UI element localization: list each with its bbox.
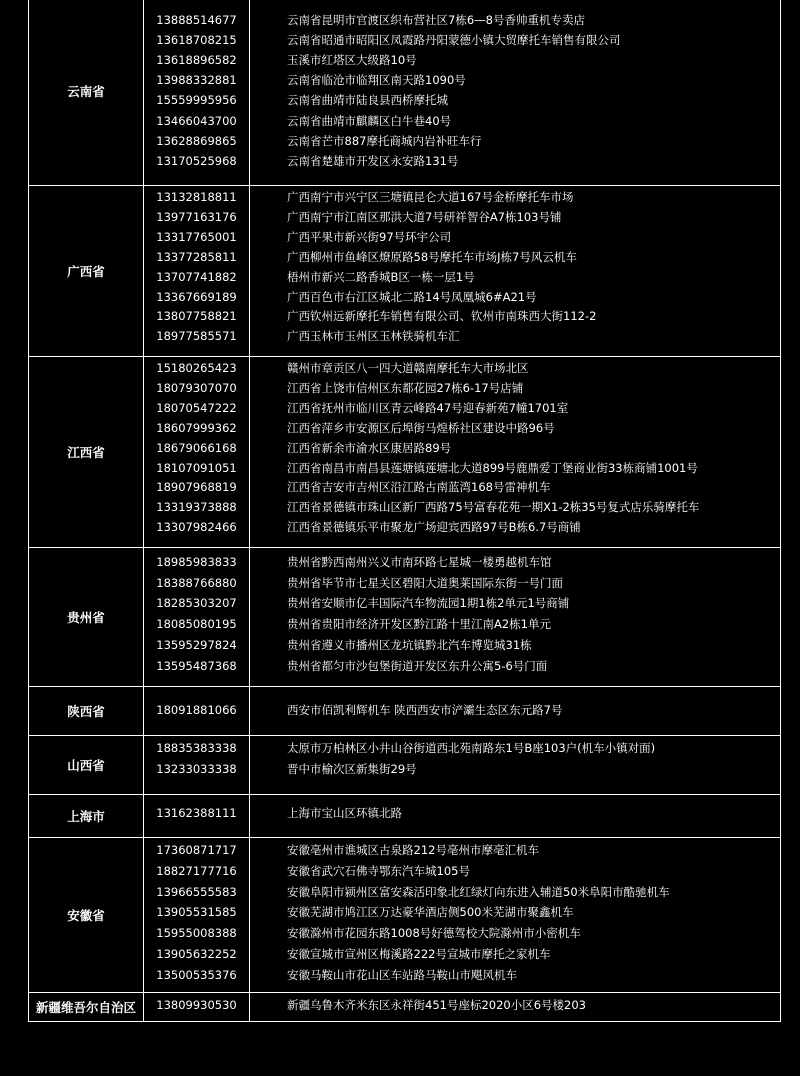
- dealer-address: 广西钦州远新摩托车销售有限公司、钦州市南珠西大街112-2: [287, 309, 597, 324]
- province-section: [28, 794, 781, 838]
- dealer-address: 安徽芜湖市鸠江区万达豪华酒店侧500米芜湖市聚鑫机车: [287, 905, 574, 920]
- province-name: 上海市: [67, 809, 105, 824]
- dealer-address: 安徽亳州市谯城区古泉路212号亳州市摩亳汇机车: [287, 843, 539, 857]
- address-column: [250, 0, 780, 185]
- phone-column: [144, 0, 249, 185]
- dealer-address: 广西南宁市江南区那洪大道7号研祥智谷A7栋103号铺: [287, 209, 562, 224]
- province-name: 广西省: [67, 264, 105, 279]
- phone-number: 13966555583: [156, 884, 237, 899]
- phone-number: 13307982466: [156, 520, 237, 535]
- phone-number: 17360871717: [156, 843, 237, 857]
- phone-number: 18835383338: [156, 741, 237, 755]
- dealer-address: 安徽阜阳市颍州区富安森活印象北红绿灯向东进入辅道50米阜阳市酷驰机车: [287, 884, 670, 899]
- phone-number: 13233033338: [156, 761, 237, 776]
- address-column: [250, 838, 780, 992]
- dealer-address: 玉溪市红塔区大级路10号: [287, 53, 417, 68]
- province-section: [28, 0, 781, 186]
- dealer-address: 晋中市榆次区新集街29号: [287, 761, 417, 776]
- phone-number: 18907968819: [156, 480, 237, 495]
- address-column: [250, 357, 780, 547]
- address-column: [250, 548, 780, 686]
- phone-number: 18285303207: [156, 596, 237, 611]
- dealer-address: 西安市佰凯利辉机车 陕西西安市浐灞生态区东元路7号: [287, 703, 563, 717]
- phone-number: 13809930530: [156, 998, 237, 1012]
- phone-number: 13905531585: [156, 905, 237, 920]
- province-section: [28, 735, 781, 795]
- phone-number: 13988332881: [156, 73, 237, 88]
- phone-number: 13132818811: [156, 190, 237, 204]
- phone-number: 15559995956: [156, 93, 237, 108]
- dealer-address: 广西百色市右江区城北二路14号凤凰城6#A21号: [287, 289, 537, 304]
- province-section: [28, 547, 781, 687]
- phone-number: 15180265423: [156, 361, 237, 375]
- phone-column: [144, 548, 249, 686]
- dealer-address: 云南省楚雄市开发区永安路131号: [287, 153, 459, 168]
- phone-column: [144, 795, 249, 837]
- province-name: 陕西省: [67, 704, 105, 719]
- phone-number: 18977585571: [156, 329, 237, 344]
- dealer-address: 上海市宝山区环镇北路: [287, 806, 402, 820]
- dealer-address: 贵州省贵阳市经济开发区黔江路十里江南A2栋1单元: [287, 617, 551, 632]
- phone-number: 13170525968: [156, 153, 237, 168]
- phone-number: 18985983833: [156, 555, 237, 569]
- province-name: 新疆维吾尔自治区: [35, 1000, 136, 1015]
- dealer-address: 广西平果市新兴街97号环宇公司: [287, 229, 452, 244]
- phone-number: 13595297824: [156, 637, 237, 652]
- phone-column: [144, 357, 249, 547]
- phone-number: 18679066168: [156, 440, 237, 455]
- dealer-address: 赣州市章贡区八一四大道赣南摩托车大市场北区: [287, 361, 529, 375]
- phone-number: 13367669189: [156, 289, 237, 304]
- phone-number: 13595487368: [156, 658, 237, 673]
- phone-number: 13500535376: [156, 967, 237, 982]
- dealer-address: 云南省曲靖市陆良县西桥摩托城: [287, 93, 448, 108]
- phone-number: 13807758821: [156, 309, 237, 324]
- dealer-address: 云南省昆明市官渡区织布营社区7栋6—8号香帅重机专卖店: [287, 13, 585, 27]
- phone-number: 13317765001: [156, 229, 237, 244]
- phone-number: 18388766880: [156, 575, 237, 590]
- address-column: [250, 186, 780, 356]
- phone-number: 18827177716: [156, 863, 237, 878]
- phone-column: [144, 993, 249, 1021]
- dealer-address: 江西省萍乡市安源区后埠街马煌桥社区建设中路96号: [287, 420, 555, 435]
- phone-number: 15955008388: [156, 926, 237, 941]
- phone-column: [144, 736, 249, 794]
- phone-column: [144, 687, 249, 735]
- phone-number: 18085080195: [156, 617, 237, 632]
- dealer-address: 江西省吉安市吉州区沿江路古南蓝湾168号雷神机车: [287, 480, 551, 495]
- dealer-address: 贵州省毕节市七星关区碧阳大道奥莱国际东街一号门面: [287, 575, 563, 590]
- phone-number: 13319373888: [156, 500, 237, 515]
- address-column: [250, 736, 780, 794]
- dealer-address: 广西柳州市鱼峰区燎原路58号摩托车市场J栋7号风云机车: [287, 249, 577, 264]
- phone-number: 13977163176: [156, 209, 237, 224]
- dealer-address: 贵州省都匀市沙包堡街道开发区东升公寓5-6号门面: [287, 658, 548, 673]
- phone-number: 13162388111: [156, 806, 237, 820]
- address-column: [250, 687, 780, 735]
- phone-column: [144, 838, 249, 992]
- phone-number: 13628869865: [156, 133, 237, 148]
- dealer-address: 梧州市新兴二路香城B区一栋一层1号: [287, 269, 475, 284]
- dealer-address: 江西省抚州市临川区青云峰路47号迎春新苑7幢1701室: [287, 400, 569, 415]
- phone-number: 18107091051: [156, 460, 237, 475]
- phone-number: 13618896582: [156, 53, 237, 68]
- phone-number: 13707741882: [156, 269, 237, 284]
- dealer-address: 贵州省遵义市播州区龙坑镇黔北汽车博览城31栋: [287, 637, 532, 652]
- province-name: 安徽省: [67, 908, 105, 923]
- province-name: 云南省: [67, 84, 105, 99]
- phone-number: 13377285811: [156, 249, 237, 264]
- dealer-address: 太原市万柏林区小井山谷街道西北苑南路东1号B座103户(机车小镇对面): [287, 741, 656, 755]
- dealer-address: 新疆乌鲁木齐米东区永祥街451号座标2020小区6号楼203: [287, 998, 586, 1012]
- dealer-address: 广西南宁市兴宁区三塘镇昆仑大道167号金桥摩托车市场: [287, 190, 574, 204]
- dealer-address: 江西省景德镇市珠山区新厂西路75号富春花苑一期X1-2栋35号复式店乐骑摩托车: [287, 500, 700, 515]
- province-name: 山西省: [67, 758, 105, 773]
- dealer-address: 江西省新余市渝水区康居路89号: [287, 440, 452, 455]
- phone-number: 18070547222: [156, 400, 237, 415]
- phone-column: [144, 186, 249, 356]
- dealer-address: 江西省上饶市信州区东都花园27栋6-17号店铺: [287, 380, 524, 395]
- phone-number: 18091881066: [156, 703, 237, 717]
- province-section: [28, 356, 781, 548]
- province-section: [28, 185, 781, 357]
- dealer-address: 云南省临沧市临翔区南天路1090号: [287, 73, 466, 88]
- dealer-address: 云南省曲靖市麒麟区白牛巷40号: [287, 113, 452, 128]
- dealer-address: 江西省南昌市南昌县莲塘镇莲塘北大道899号鹿鼎爱丁堡商业街33栋商铺1001号: [287, 460, 698, 475]
- dealer-address: 安徽宣城市宣州区梅溪路222号宣城市摩托之家机车: [287, 947, 551, 961]
- province-section: [28, 837, 781, 993]
- address-column: [250, 993, 780, 1021]
- dealer-address: 安徽省武穴石佛寺鄂东汽车城105号: [287, 863, 470, 878]
- address-column: [250, 795, 780, 837]
- phone-number: 18607999362: [156, 420, 237, 435]
- phone-number: 13466043700: [156, 113, 237, 128]
- phone-number: 13618708215: [156, 33, 237, 48]
- province-section: [28, 992, 781, 1022]
- dealer-address: 江西省景德镇乐平市聚龙广场迎宾西路97号B栋6.7号商铺: [287, 520, 581, 535]
- dealer-address: 云南省昭通市昭阳区凤霞路丹阳蒙德小镇大贸摩托车销售有限公司: [287, 33, 621, 48]
- phone-number: 13888514677: [156, 13, 237, 27]
- dealer-address: 安徽马鞍山市花山区车站路马鞍山市飓风机车: [287, 967, 517, 982]
- province-section: [28, 686, 781, 736]
- phone-number: 13905632252: [156, 947, 237, 961]
- province-name: 江西省: [67, 445, 105, 460]
- dealer-address: 贵州省安顺市亿丰国际汽车物流园1期1栋2单元1号商铺: [287, 596, 570, 611]
- dealer-address: 云南省芒市887摩托商城内岩补旺车行: [287, 133, 482, 148]
- province-name: 贵州省: [67, 610, 105, 625]
- dealer-address: 安徽滁州市花园东路1008号好德驾校大院滁州市小密机车: [287, 926, 581, 941]
- dealer-address: 广西玉林市玉州区玉林铁骑机车汇: [287, 329, 460, 344]
- dealer-address: 贵州省黔西南州兴义市南环路七星城一楼勇越机车馆: [287, 555, 552, 569]
- phone-number: 18079307070: [156, 380, 237, 395]
